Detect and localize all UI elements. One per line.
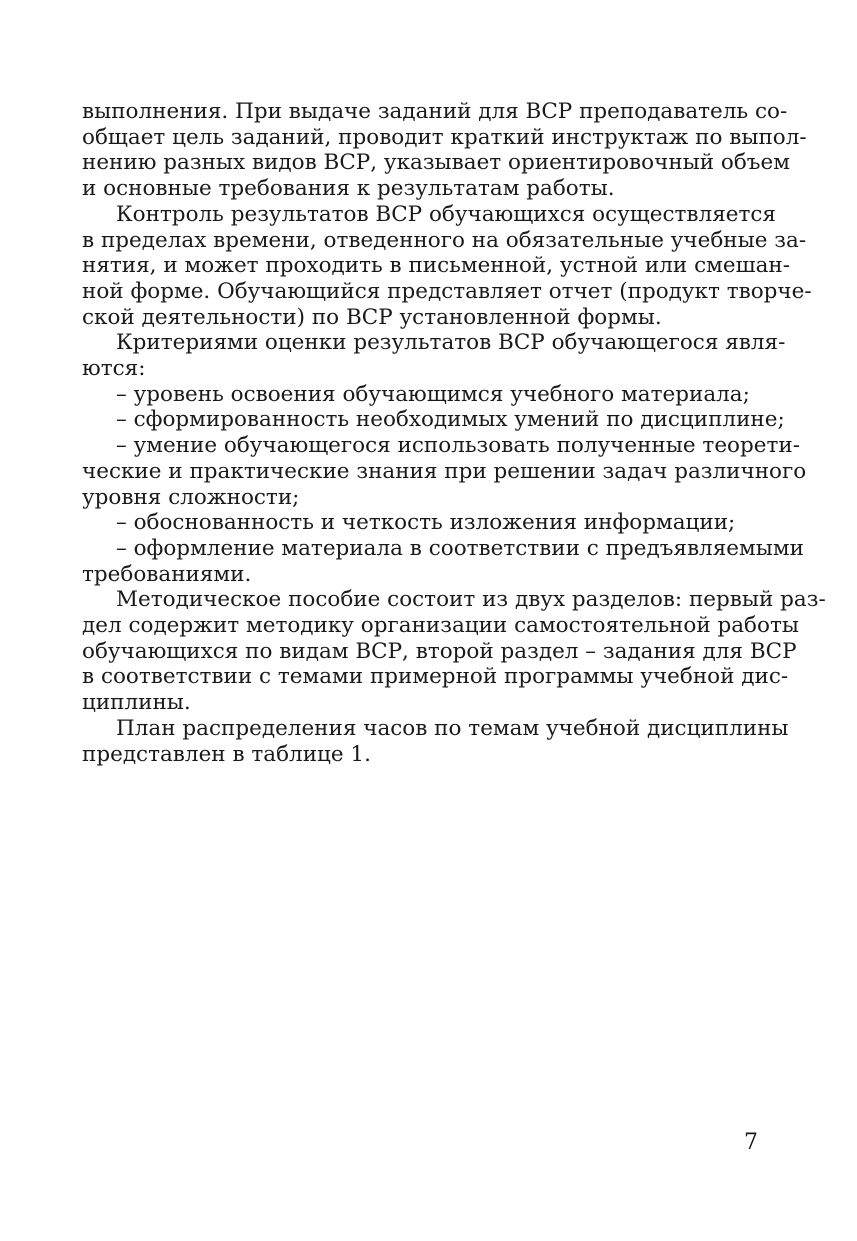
paragraph-task-issuance [82, 99, 807, 202]
text-line: в соответствии с темами примерной программы учебной дис- [82, 664, 789, 690]
text-line: ческие и практические знания при решении задач различного [82, 458, 807, 484]
text-line: представлен в таблице 1. [82, 741, 371, 767]
text-line: Контроль результатов ВСР обучающихся осуществляется [116, 201, 776, 227]
text-line: Критериями оценки результатов ВСР обучающегося явля- [116, 330, 786, 356]
text-line: – оформление материала в соответствии с предъявляемыми [116, 535, 804, 561]
text-line: – сформированность необходимых умений по дисциплине; [116, 407, 785, 433]
text-line: дел содержит методику организации самостоятельной работы [82, 613, 799, 639]
list-item-criterion [82, 407, 785, 433]
page-body [82, 99, 826, 767]
text-line: ются: [82, 356, 146, 382]
text-line: циплины. [82, 690, 191, 716]
page-number: 7 [744, 1130, 758, 1155]
text-line: обучающихся по видам ВСР, второй раздел – задания для ВСР [82, 638, 797, 664]
text-line: ской деятельности) по ВСР установленной формы. [82, 304, 662, 330]
text-line: – обоснованность и четкость изложения информации; [116, 510, 736, 536]
text-line: требованиями. [82, 561, 252, 587]
paragraph-control-results [82, 201, 812, 331]
paragraph-criteria-intro [82, 330, 786, 382]
text-line: общает цель заданий, проводит краткий инструктаж по выпол- [82, 124, 807, 150]
text-line: нению разных видов ВСР, указывает ориентировочный объем [82, 150, 790, 176]
text-line: в пределах времени, отведенного на обязательные учебные за- [82, 227, 807, 253]
list-item-criterion [82, 535, 804, 587]
text-line: – уровень освоения обучающимся учебного материала; [116, 381, 750, 407]
list-item-criterion [82, 433, 807, 510]
list-item-criterion [82, 382, 762, 408]
list-item-criterion [82, 510, 762, 536]
text-line: выполнения. При выдаче заданий для ВСР преподаватель со- [82, 99, 788, 124]
text-line: Методическое пособие состоит из двух разделов: первый раз- [116, 587, 826, 613]
text-line: – умение обучающегося использовать полученные теорети- [116, 433, 800, 459]
text-line: уровня сложности; [82, 484, 300, 510]
text-line: План распределения часов по темам учебной дисциплины [116, 715, 789, 741]
text-line: ной форме. Обучающийся представляет отчет (продукт творче- [82, 278, 812, 304]
text-line: нятия, и может проходить в письменной, устной или смешан- [82, 253, 790, 279]
text-line: и основные требования к результатам работы. [82, 176, 615, 202]
paragraph-hours-plan [82, 715, 789, 767]
paragraph-manual-structure [82, 587, 826, 716]
